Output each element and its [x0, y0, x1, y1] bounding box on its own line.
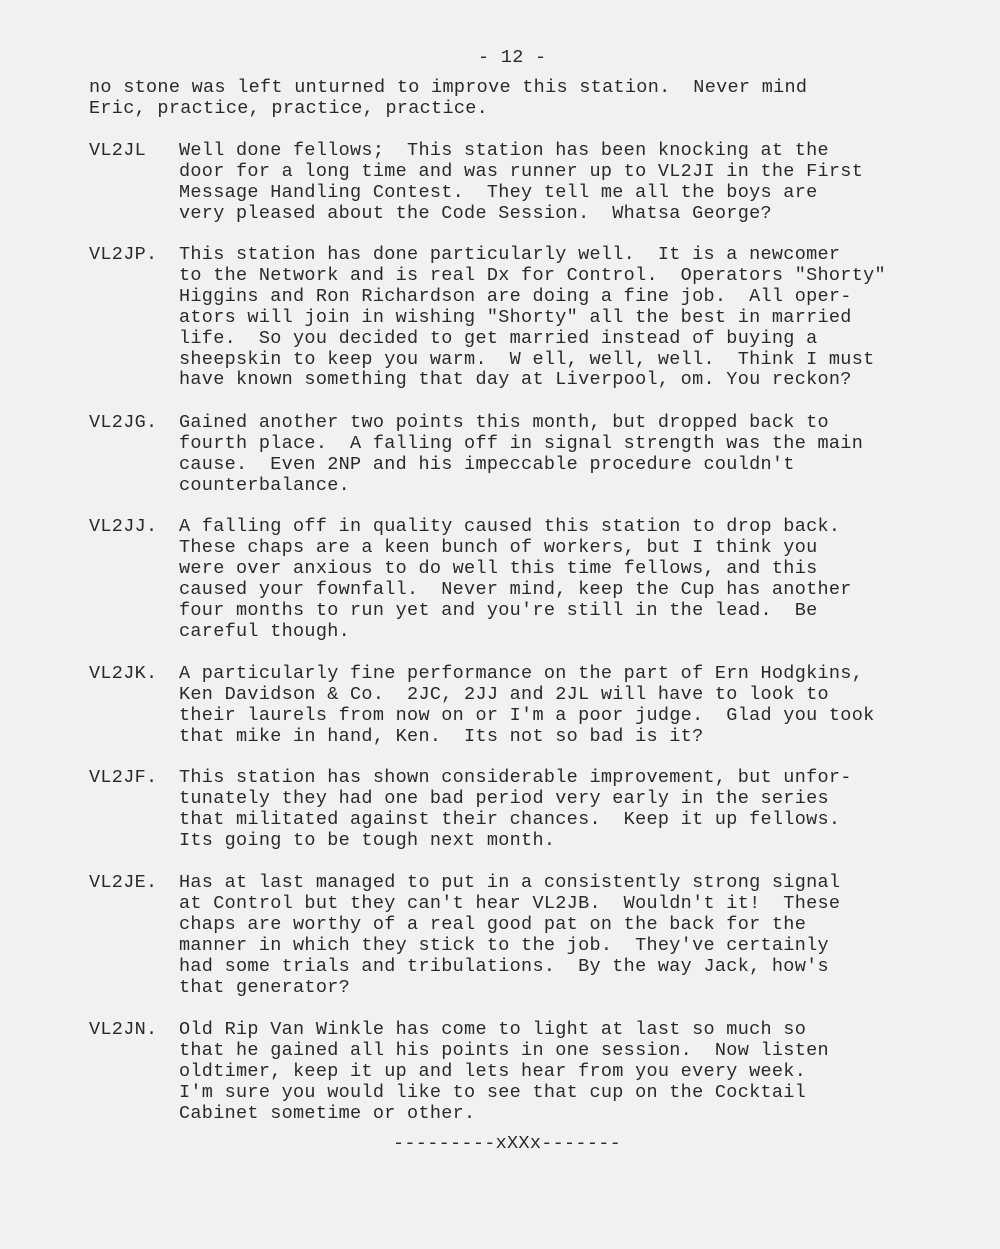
report-line: careful though. [179, 620, 351, 642]
report-line: were over anxious to do well this time fellows, and this [179, 557, 818, 579]
report-line: Message Handling Contest. They tell me all the boys are [179, 181, 818, 203]
report-line: Has at last managed to put in a consistently strong signal [179, 872, 841, 893]
report-line: at Control but they can't hear VL2JB. Wouldn't it! These [179, 892, 841, 914]
station-report [179, 245, 969, 391]
report-line: life. So you decided to get married instead of buying a [179, 327, 818, 349]
report-line: Its going to be tough next month. [179, 829, 556, 851]
report-line: fourth place. A falling off in signal strength was the main [179, 432, 864, 454]
report-line: caused your fownfall. Never mind, keep the Cup has another [179, 578, 852, 600]
report-line: Ken Davidson & Co. 2JC, 2JJ and 2JL will have to look to [179, 683, 829, 705]
station-report [179, 664, 969, 748]
station-callsign: VL2JE. [89, 872, 158, 893]
report-line: tunately they had one bad period very early in the series [179, 787, 829, 809]
report-line: door for a long time and was runner up to VL2JI in the First [179, 160, 864, 182]
report-line: Higgins and Ron Richardson are doing a fine job. All oper- [179, 285, 852, 307]
station-callsign: VL2JJ. [89, 516, 158, 537]
station-callsign: VL2JG. [89, 412, 158, 433]
report-line: that he gained all his points in one session. Now listen [179, 1039, 829, 1061]
report-line: to the Network and is real Dx for Control. Operators "Shorty" [179, 264, 886, 286]
report-line: very pleased about the Code Session. Whatsa George? [179, 202, 772, 224]
station-report [179, 141, 969, 225]
intro-paragraph [89, 78, 807, 120]
report-line: This station has shown considerable improvement, but unfor- [179, 767, 852, 788]
report-line: chaps are worthy of a real good pat on the back for the [179, 913, 807, 935]
report-line: ators will join in wishing "Shorty" all the best in married [179, 306, 852, 328]
report-line: have known something that day at Liverpool, om. You reckon? [179, 369, 852, 391]
report-line: had some trials and tribulations. By the way Jack, how's [179, 955, 829, 977]
report-line: manner in which they stick to the job. They've certainly [179, 934, 829, 956]
report-line: sheepskin to keep you warm. W ell, well, well. Think I must [179, 348, 875, 370]
report-line: These chaps are a keen bunch of workers, but I think you [179, 536, 818, 558]
intro-line: no stone was left unturned to improve this station. Never mind [89, 77, 808, 98]
report-line: Cabinet sometime or other. [179, 1102, 476, 1124]
station-callsign: VL2JN. [89, 1019, 158, 1040]
report-line: I'm sure you would like to see that cup on the Cocktail [179, 1081, 807, 1103]
station-callsign: VL2JP. [89, 244, 158, 265]
station-report [179, 768, 969, 852]
report-line: counterbalance. [179, 474, 351, 496]
report-line: A particularly fine performance on the part of Ern Hodgkins, [179, 663, 864, 684]
station-callsign: VL2JK. [89, 663, 158, 684]
report-line: A falling off in quality caused this station to drop back. [179, 516, 841, 537]
report-line: oldtimer, keep it up and lets hear from you every week. [179, 1060, 807, 1082]
report-line: Well done fellows; This station has been knocking at the [179, 140, 829, 161]
report-line: that generator? [179, 976, 351, 998]
report-line: cause. Even 2NP and his impeccable procedure couldn't [179, 453, 795, 475]
report-line: that militated against their chances. Keep it up fellows. [179, 808, 841, 830]
report-line: This station has done particularly well. It is a newcomer [179, 244, 841, 265]
intro-line: Eric, practice, practice, practice. [89, 97, 489, 119]
station-callsign: VL2JF. [89, 767, 158, 788]
station-callsign: VL2JL [89, 140, 147, 161]
report-line: that mike in hand, Ken. Its not so bad is it? [179, 725, 704, 747]
report-line: their laurels from now on or I'm a poor judge. Glad you took [179, 704, 875, 726]
station-report [179, 413, 969, 497]
station-report [179, 1020, 969, 1125]
report-line: Old Rip Van Winkle has come to light at last so much so [179, 1019, 807, 1040]
end-divider: ---------xXXx------- [393, 1133, 622, 1154]
page-number: - 12 - [478, 47, 547, 68]
station-report [179, 517, 969, 642]
report-line: Gained another two points this month, but dropped back to [179, 412, 829, 433]
report-line: four months to run yet and you're still in the lead. Be [179, 599, 818, 621]
station-report [179, 873, 969, 998]
